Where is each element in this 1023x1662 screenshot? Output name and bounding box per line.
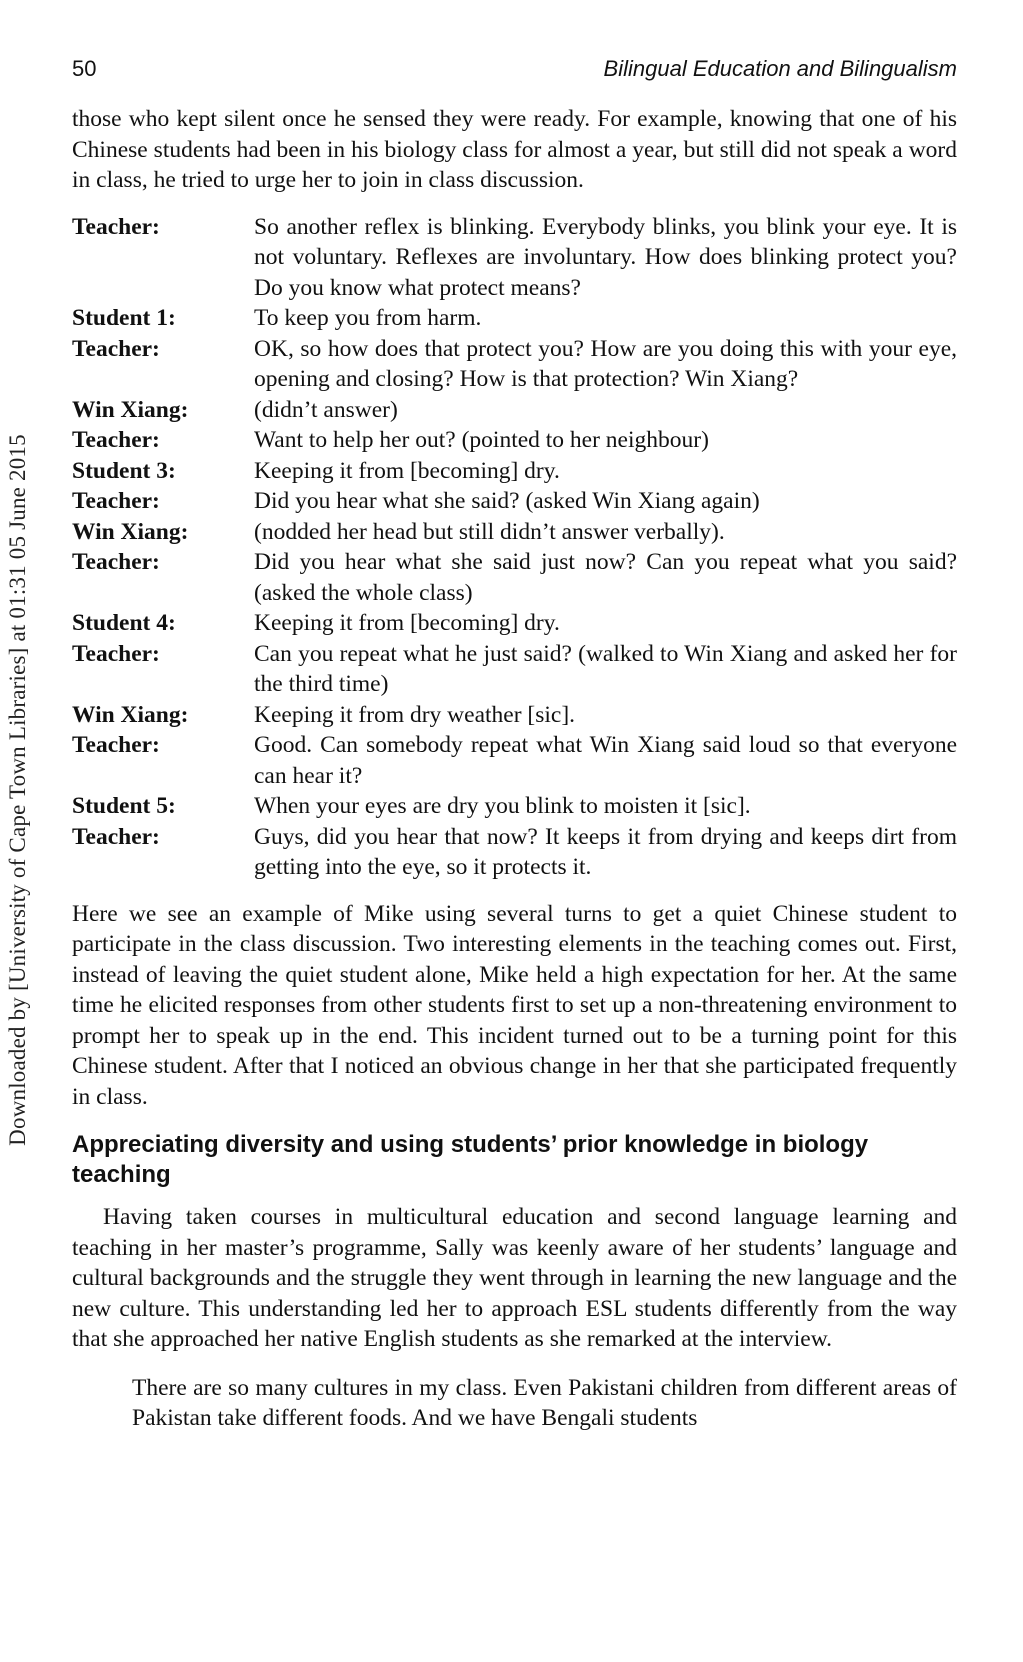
- utterance-text: So another reflex is blinking. Everybody blinks, you blink your eye. It is not voluntary. Reflexes are involuntary. How does blinking protect you? Do you know what protect means?: [254, 213, 957, 301]
- speaker-label: Teacher:: [72, 732, 160, 758]
- speaker-label: Teacher:: [72, 488, 160, 514]
- page-number: 50: [72, 56, 97, 81]
- speaker-label: Student 5:: [72, 793, 176, 819]
- download-note-text: Downloaded by [University of Cape Town Libraries] at 01:31 05 June 2015: [5, 434, 30, 1146]
- utterance-text: OK, so how does that protect you? How are you doing this with your eye, opening and closing? How is that protection? Win Xiang?: [254, 335, 957, 392]
- intro-paragraph: those who kept silent once he sensed they were ready. For example, knowing that one of his Chinese students had been in his biology class for almost a year, but still did not speak a word in class, he tried to urge her to join in class discussion.: [72, 106, 957, 193]
- speaker-label: Teacher:: [72, 640, 160, 667]
- utterance-text: Want to help her out? (pointed to her neighbour): [254, 427, 709, 453]
- utterance-text: To keep you from harm.: [254, 305, 482, 331]
- dialogue-turn: [72, 303, 957, 334]
- main-content: [72, 104, 957, 1434]
- classroom-dialogue: [72, 212, 957, 883]
- dialogue-turn: [72, 425, 957, 456]
- speaker-label: Teacher:: [72, 427, 160, 453]
- utterance-text: Keeping it from [becoming] dry.: [254, 457, 560, 484]
- speaker-label: Win Xiang:: [72, 701, 189, 728]
- dialogue-turn: [72, 486, 957, 517]
- dialogue-turn: [72, 547, 957, 608]
- block-quote: There are so many cultures in my class. Even Pakistani children from different areas of Pakistan take different foods. And we have Bengali students: [132, 1374, 957, 1431]
- dialogue-turn: [72, 730, 957, 791]
- utterance-text: When your eyes are dry you blink to moisten it [sic].: [254, 793, 751, 819]
- utterance-text: Did you hear what she said just now? Can you repeat what you said? (asked the whole class): [254, 549, 957, 606]
- utterance-text: Good. Can somebody repeat what Win Xiang said loud so that everyone can hear it?: [254, 732, 957, 789]
- speaker-label: Teacher:: [72, 213, 160, 240]
- body-paragraph: Having taken courses in multicultural education and second language learning and teaching in her master’s programme, Sally was keenly aware of her students’ language and cultural backgrounds and the struggle they went through in learning the new language and the new culture. This understanding led her to approach ESL students differently from the way that she approached her native English students as she remarked at the interview.: [72, 1204, 957, 1352]
- speaker-label: Student 1:: [72, 305, 176, 331]
- speaker-label: Student 4:: [72, 610, 176, 636]
- speaker-label: Win Xiang:: [72, 396, 189, 423]
- dialogue-turn: [72, 212, 957, 304]
- speaker-label: Teacher:: [72, 823, 160, 850]
- utterance-text: Guys, did you hear that now? It keeps it from drying and keeps dirt from getting into the eye, so it protects it.: [254, 823, 957, 880]
- dialogue-turn: [72, 395, 957, 426]
- dialogue-turn: [72, 608, 957, 639]
- dialogue-turn: [72, 639, 957, 700]
- dialogue-turn: [72, 517, 957, 548]
- dialogue-turn: [72, 791, 957, 822]
- speaker-label: Win Xiang:: [72, 518, 189, 545]
- utterance-text: Did you hear what she said? (asked Win Xiang again): [254, 488, 760, 514]
- dialogue-turn: [72, 700, 957, 731]
- download-watermark: [0, 0, 34, 1662]
- section-heading: Appreciating diversity and using students’ prior knowledge in biology teaching: [72, 1131, 869, 1188]
- dialogue-turn: [72, 456, 957, 487]
- utterance-text: Keeping it from [becoming] dry.: [254, 610, 560, 636]
- utterance-text: Can you repeat what he just said? (walked to Win Xiang and asked her for the third time): [254, 640, 957, 697]
- speaker-label: Student 3:: [72, 457, 176, 484]
- running-header: [72, 52, 957, 88]
- dialogue-turn: [72, 334, 957, 395]
- speaker-label: Teacher:: [72, 335, 160, 362]
- speaker-label: Teacher:: [72, 549, 160, 575]
- utterance-text: (nodded her head but still didn’t answer verbally).: [254, 518, 725, 545]
- analysis-paragraph: Here we see an example of Mike using several turns to get a quiet Chinese student to participate in the class discussion. Two interesting elements in the teaching comes out. First, instead of leaving the quiet student alone, Mike held a high expectation for her. At the same time he elicited responses from other students first to set up a non-threatening environment to prompt her to speak up in the end. This incident turned out to be a turning point for this Chinese student. After that I noticed an obvious change in her that she participated frequently in class.: [72, 900, 957, 1110]
- dialogue-turn: [72, 822, 957, 883]
- utterance-text: (didn’t answer): [254, 396, 398, 423]
- book-title: Bilingual Education and Bilingualism: [603, 56, 957, 81]
- utterance-text: Keeping it from dry weather [sic].: [254, 701, 576, 728]
